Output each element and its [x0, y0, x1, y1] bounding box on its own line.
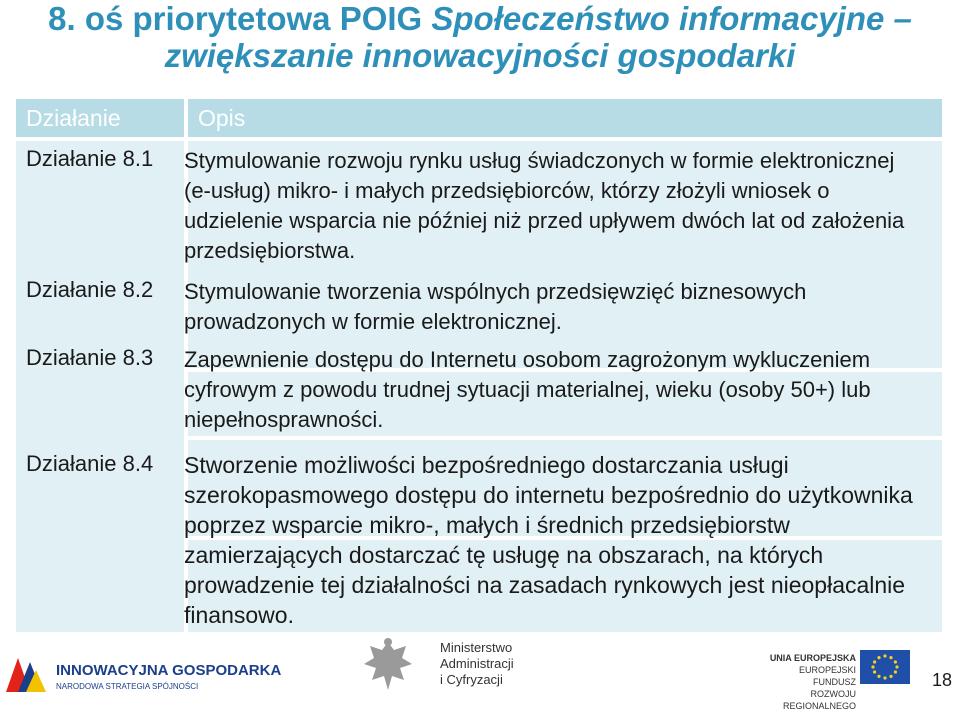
eu-flag-icon — [860, 650, 910, 684]
ig-name: INNOWACYJNA GOSPODARKA — [56, 662, 282, 679]
title-line-1: 8. oś priorytetowa POIG Społeczeństwo informacyjne – — [48, 0, 912, 37]
action-label: Działanie 8.2 — [26, 277, 154, 302]
innowacyjna-gospodarka-logo-icon — [4, 652, 48, 696]
eagle-emblem-icon — [360, 636, 416, 698]
description-8-1: Stymulowanie rozwoju rynku usług świadczonych w formie elektronicznej (e-usług) mikro- i małych przedsiębiorców, którzy złożyli wniosek o udzielenie wsparcia nie później niż przed upływem dwóch lat od założenia przedsiębiorstwa. — [184, 148, 905, 263]
ministry-name: Ministerstwo Administracji i Cyfryzacji — [440, 640, 514, 687]
title-line-2: zwiększanie innowacyjności gospodarki — [164, 37, 796, 74]
header-action: Działanie — [16, 99, 184, 137]
page-number: 18 — [932, 670, 953, 690]
action-label: Działanie 8.4 — [26, 451, 154, 476]
slide-title — [0, 0, 960, 74]
action-label: Działanie 8.1 — [26, 146, 154, 171]
action-label: Działanie 8.3 — [26, 345, 154, 370]
footer-logos — [0, 632, 960, 711]
description-8-4: Stworzenie możliwości bezpośredniego dostarczania usługi szerokopasmowego dostępu do internetu bezpośrednio do użytkownika poprzez wsparcie mikro-, małych i średnich przedsiębiorstw zamierzających dostarczać tę usługę na obszarach, na których prowadzenie tej działalności na zasadach rynkowych jest nieopłacalnie finansowo. — [184, 452, 913, 628]
header-description: Opis — [188, 99, 942, 137]
description-8-2: Stymulowanie tworzenia wspólnych przedsięwzięć biznesowych prowadzonych w formie elektronicznej. — [184, 279, 807, 334]
ig-sub: NARODOWA STRATEGIA SPÓJNOŚCI — [56, 682, 199, 691]
eu-fund-name: UNIA EUROPEJSKA EUROPEJSKI FUNDUSZ ROZWOJU REGIONALNEGO — [769, 653, 856, 711]
description-8-3: Zapewnienie dostępu do Internetu osobom zagrożonym wykluczeniem cyfrowym z powodu trudnej sytuacji materialnej, wieku (osoby 50+) lub niepełnosprawności. — [184, 347, 871, 432]
action-column-bg — [16, 141, 184, 632]
